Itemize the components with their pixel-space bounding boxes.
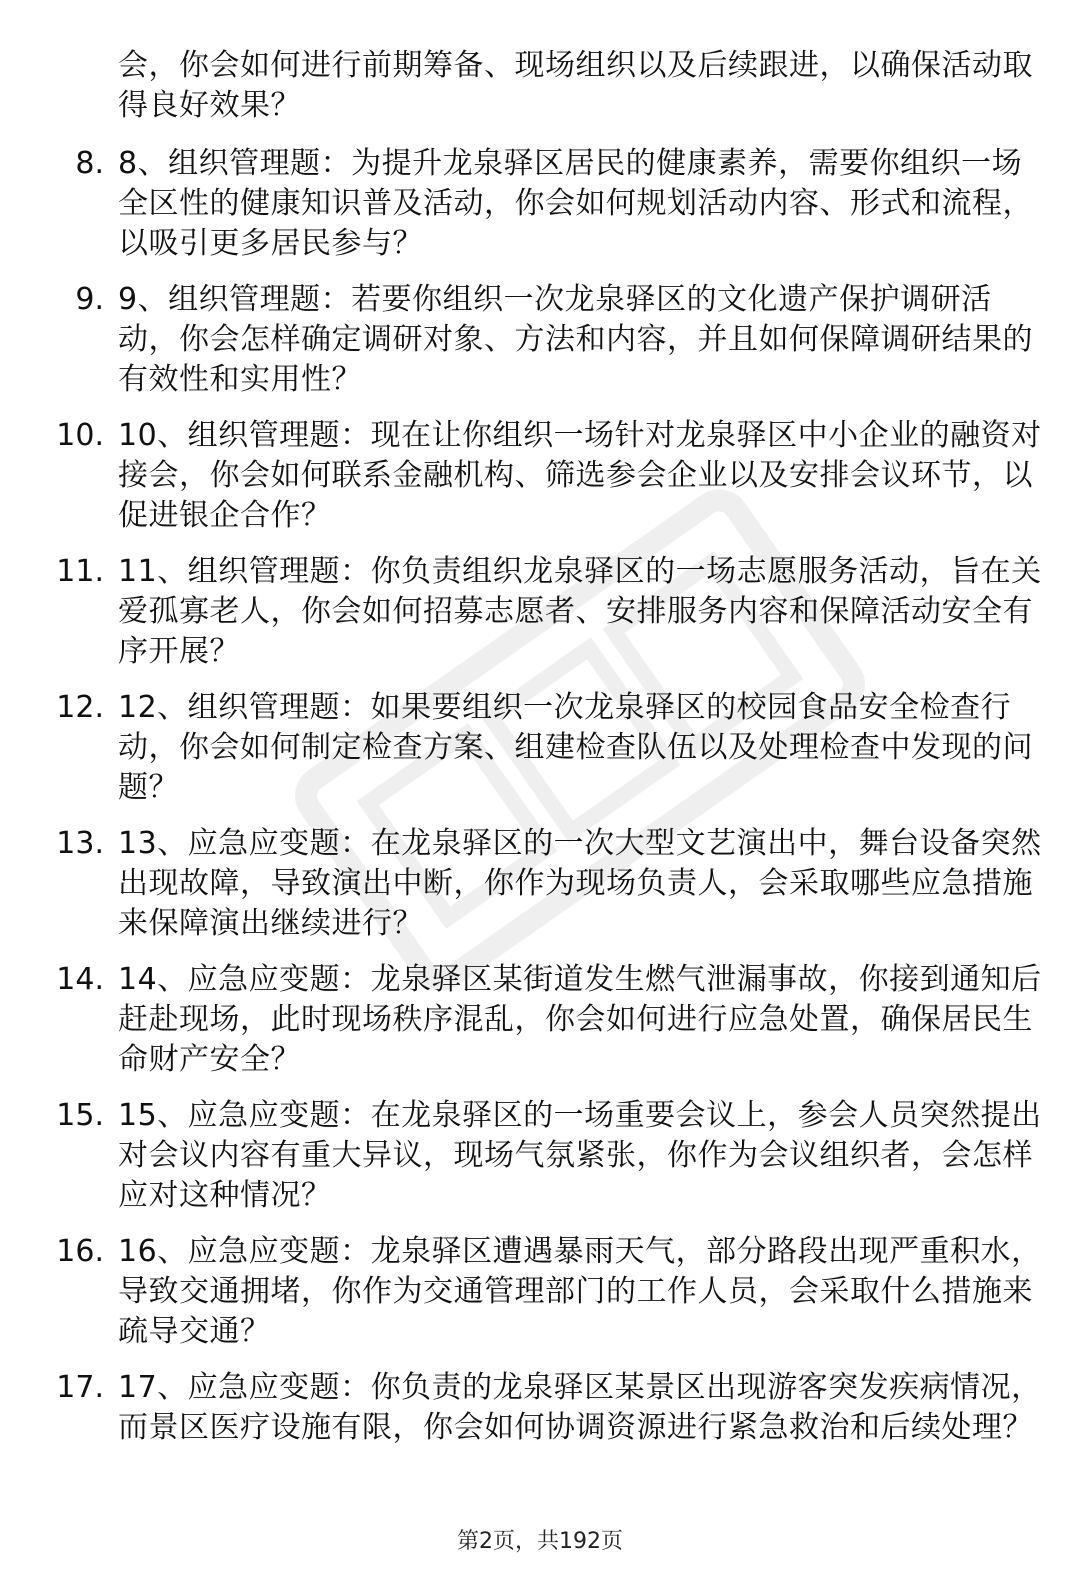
question-number: 15. [56, 1098, 104, 1133]
question-item [0, 416, 1080, 552]
question-text: 10、组织管理题：现在让你组织一场针对龙泉驿区中小企业的融资对接会，你会如何联系金融机构、筛选参会企业以及安排会议环节，以促进银企合作？ [118, 418, 1042, 533]
question-item [0, 1232, 1080, 1368]
question-text: 15、应急应变题：在龙泉驿区的一场重要会议上，参会人员突然提出对会议内容有重大异议，现场气氛紧张，你作为会议组织者，会怎样应对这种情况？ [118, 1098, 1042, 1213]
question-text: 11、组织管理题：你负责组织龙泉驿区的一场志愿服务活动，旨在关爱孤寡老人，你会如何招募志愿者、安排服务内容和保障活动安全有序开展？ [118, 554, 1042, 669]
question-number: 11. [56, 554, 104, 589]
question-text: 12、组织管理题：如果要组织一次龙泉驿区的校园食品安全检查行动，你会如何制定检查方案、组建检查队伍以及处理检查中发现的问题？ [118, 690, 1033, 805]
question-number: 16. [56, 1234, 104, 1269]
question-number: 17. [56, 1370, 104, 1405]
question-text: 17、应急应变题：你负责的龙泉驿区某景区出现游客突发疾病情况，而景区医疗设施有限，你会如何协调资源进行紧急救治和后续处理？ [118, 1370, 1042, 1445]
question-number: 8. [75, 146, 104, 181]
question-item [0, 688, 1080, 824]
continuation-paragraph: 会，你会如何进行前期筹备、现场组织以及后续跟进，以确保活动取得良好效果？ [118, 48, 1033, 123]
question-item [0, 960, 1080, 1096]
question-item [0, 552, 1080, 688]
question-text: 9、组织管理题：若要你组织一次龙泉驿区的文化遗产保护调研活动，你会怎样确定调研对象、方法和内容，并且如何保障调研结果的有效性和实用性？ [118, 282, 1033, 397]
question-item [0, 144, 1080, 280]
question-number: 10. [56, 418, 104, 453]
question-text: 14、应急应变题：龙泉驿区某街道发生燃气泄漏事故，你接到通知后赶赴现场，此时现场秩序混乱，你会如何进行应急处置，确保居民生命财产安全？ [118, 962, 1042, 1077]
question-text: 16、应急应变题：龙泉驿区遭遇暴雨天气，部分路段出现严重积水，导致交通拥堵，你作为交通管理部门的工作人员，会采取什么措施来疏导交通？ [118, 1234, 1042, 1349]
question-text: 8、组织管理题：为提升龙泉驿区居民的健康素养，需要你组织一场全区性的健康知识普及活动，你会如何规划活动内容、形式和流程，以吸引更多居民参与？ [118, 146, 1033, 261]
question-text: 13、应急应变题：在龙泉驿区的一次大型文艺演出中，舞台设备突然出现故障，导致演出中断，你作为现场负责人，会采取哪些应急措施来保障演出继续进行？ [118, 826, 1042, 941]
question-number: 12. [56, 690, 104, 725]
question-item [0, 280, 1080, 416]
question-number: 14. [56, 962, 104, 997]
question-item [0, 824, 1080, 960]
question-list [0, 144, 1080, 1504]
question-number: 13. [56, 826, 104, 861]
page-footer: 第2页，共192页 [457, 1529, 623, 1554]
question-item [0, 1368, 1080, 1504]
question-number: 9. [75, 282, 104, 317]
question-item [0, 1096, 1080, 1232]
